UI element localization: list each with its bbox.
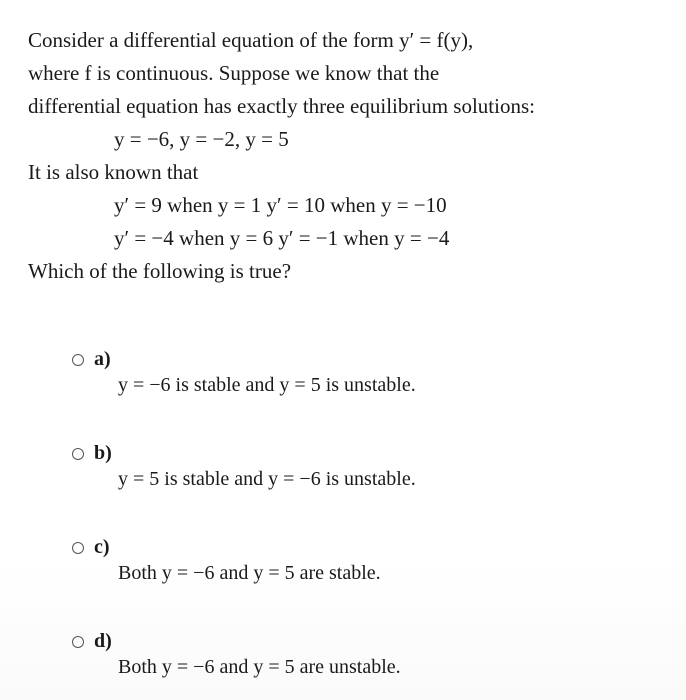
option-c[interactable]	[72, 535, 652, 585]
option-b-letter: b)	[94, 442, 112, 464]
question-line-1: Consider a differential equation of the form y′ = f(y),	[28, 28, 474, 52]
option-d[interactable]	[72, 629, 652, 679]
option-a-letter: a)	[94, 348, 111, 370]
radio-option-b[interactable]	[72, 448, 84, 460]
option-b-text: y = 5 is stable and y = −6 is unstable.	[118, 468, 416, 490]
option-c-text: Both y = −6 and y = 5 are stable.	[118, 562, 381, 584]
option-c-letter: c)	[94, 536, 110, 558]
option-a[interactable]	[72, 347, 652, 397]
radio-option-d[interactable]	[72, 636, 84, 648]
question-text	[28, 24, 668, 288]
option-d-text: Both y = −6 and y = 5 are unstable.	[118, 656, 401, 678]
question-line-3: differential equation has exactly three equilibrium solutions:	[28, 94, 535, 118]
question-line-2: where f is continuous. Suppose we know that the	[28, 61, 440, 85]
option-a-text: y = −6 is stable and y = 5 is unstable.	[118, 374, 416, 396]
question-line-5: It is also known that	[28, 160, 199, 184]
known-values-row-1: y′ = 9 when y = 1 y′ = 10 when y = −10	[114, 193, 447, 217]
known-values-row-2: y′ = −4 when y = 6 y′ = −1 when y = −4	[114, 226, 450, 250]
option-b[interactable]	[72, 441, 652, 491]
option-d-letter: d)	[94, 630, 112, 652]
radio-option-c[interactable]	[72, 542, 84, 554]
equilibrium-solutions: y = −6, y = −2, y = 5	[114, 127, 289, 151]
question-prompt: Which of the following is true?	[28, 259, 292, 283]
radio-option-a[interactable]	[72, 354, 84, 366]
